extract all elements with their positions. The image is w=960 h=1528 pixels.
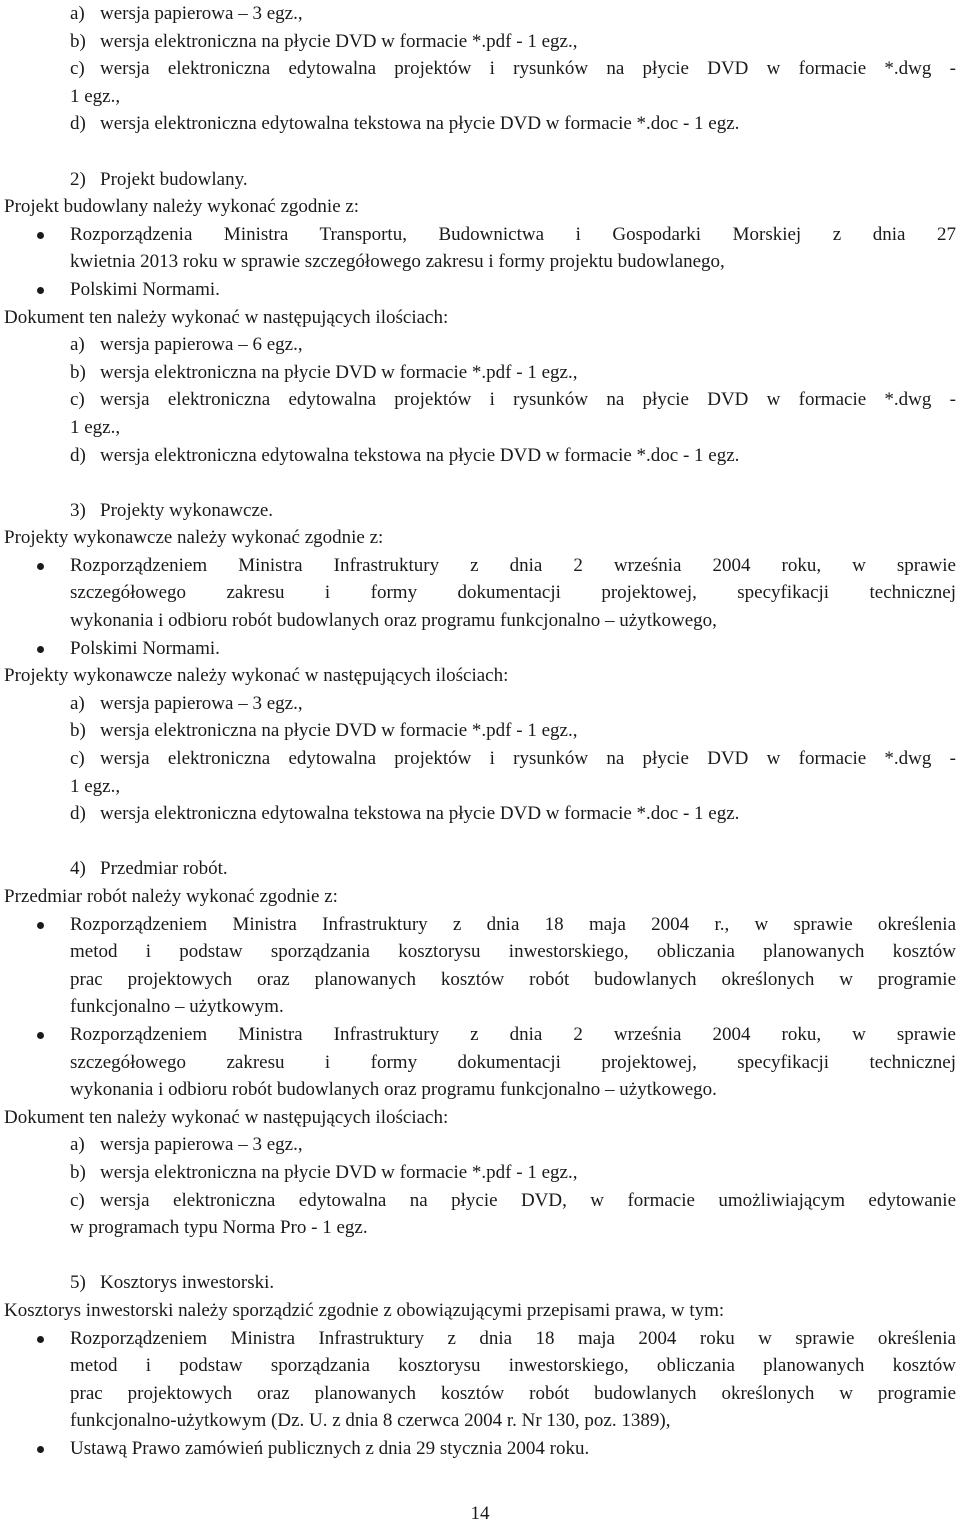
blank-line bbox=[4, 138, 956, 166]
paragraph-line bbox=[4, 1297, 956, 1325]
line-text: wykonania i odbioru robót budowlanych oraz programu funkcjonalno – użytkowego, bbox=[70, 610, 717, 632]
paragraph-line bbox=[4, 1104, 956, 1132]
bullet-icon bbox=[37, 287, 44, 294]
list-item bbox=[4, 1131, 956, 1159]
bullet-item bbox=[4, 1435, 956, 1463]
line-text: 1 egz., bbox=[70, 416, 121, 438]
line-text: Projekty wykonawcze należy wykonać zgodnie z: bbox=[4, 527, 384, 549]
item-text: Przedmiar robót. bbox=[100, 858, 228, 880]
item-label: 4) bbox=[70, 858, 86, 880]
continuation-line bbox=[4, 1380, 956, 1408]
list-item bbox=[4, 745, 956, 773]
continuation-line bbox=[4, 579, 956, 607]
continuation-line bbox=[4, 1076, 956, 1104]
item-label: d) bbox=[70, 803, 86, 825]
document-body bbox=[4, 0, 956, 1462]
bullet-icon bbox=[37, 922, 44, 929]
bullet-text: Polskimi Normami. bbox=[70, 637, 220, 659]
bullet-text: Polskimi Normami. bbox=[70, 278, 220, 300]
item-label: b) bbox=[70, 720, 86, 742]
section-heading bbox=[4, 166, 956, 194]
bullet-icon bbox=[37, 232, 44, 239]
continuation-line bbox=[4, 1352, 956, 1380]
item-text: wersja elektroniczna na płycie DVD w formacie *.pdf - 1 egz., bbox=[100, 1161, 578, 1183]
list-item bbox=[4, 359, 956, 387]
continuation-line bbox=[4, 966, 956, 994]
continuation-line bbox=[4, 938, 956, 966]
bullet-item bbox=[4, 1325, 956, 1353]
item-text: wersja elektroniczna edytowalna na płycie DVD, w formacie umożliwiającym edytowanie bbox=[100, 1189, 956, 1211]
line-text: Przedmiar robót należy wykonać zgodnie z: bbox=[4, 886, 338, 907]
line-text: metod i podstaw sporządzania kosztorysu inwestorskiego, obliczania planowanych kosztów bbox=[70, 941, 956, 963]
continuation-line bbox=[4, 607, 956, 635]
list-item bbox=[4, 1187, 956, 1215]
item-label: 5) bbox=[70, 1272, 86, 1294]
line-text: metod i podstaw sporządzania kosztorysu inwestorskiego, obliczania planowanych kosztów bbox=[70, 1355, 956, 1377]
item-text: wersja papierowa – 3 egz., bbox=[100, 692, 303, 714]
item-text: wersja elektroniczna edytowalna projektów i rysunków na płycie DVD w formacie *.dwg - bbox=[100, 58, 956, 80]
list-item bbox=[4, 442, 956, 470]
item-label: 3) bbox=[70, 499, 86, 521]
bullet-item bbox=[4, 911, 956, 939]
continuation-line bbox=[4, 1407, 956, 1435]
line-text: prac projektowych oraz planowanych kosztów robót budowlanych określonych w programie bbox=[70, 1382, 956, 1404]
paragraph-line bbox=[4, 883, 956, 911]
item-label: 2) bbox=[70, 168, 86, 190]
line-text: wykonania i odbioru robót budowlanych oraz programu funkcjonalno – użytkowego. bbox=[70, 1079, 717, 1101]
item-text: wersja elektroniczna na płycie DVD w formacie *.pdf - 1 egz., bbox=[100, 720, 578, 742]
line-text: funkcjonalno – użytkowym. bbox=[70, 996, 284, 1018]
line-text: Kosztorys inwestorski należy sporządzić zgodnie z obowiązującymi przepisami prawa, w tym: bbox=[4, 1299, 725, 1321]
line-text: Projekt budowlany należy wykonać zgodnie z: bbox=[4, 196, 360, 218]
continuation-line bbox=[4, 1049, 956, 1077]
item-label: c) bbox=[70, 58, 85, 80]
continuation-line bbox=[4, 248, 956, 276]
item-label: c) bbox=[70, 1189, 85, 1211]
blank-line bbox=[4, 469, 956, 497]
list-item bbox=[4, 55, 956, 83]
item-text: wersja elektroniczna edytowalna projektów i rysunków na płycie DVD w formacie *.dwg - bbox=[100, 748, 956, 770]
item-label: c) bbox=[70, 389, 85, 411]
line-text: kwietnia 2013 roku w sprawie szczegółowego zakresu i formy projektu budowlanego, bbox=[70, 251, 725, 273]
paragraph-line bbox=[4, 304, 956, 332]
line-text: szczegółowego zakresu i formy dokumentacji projektowej, specyfikacji technicznej bbox=[70, 582, 956, 604]
line-text: funkcjonalno-użytkowym (Dz. U. z dnia 8 czerwca 2004 r. Nr 130, poz. 1389), bbox=[70, 1410, 671, 1432]
bullet-item bbox=[4, 221, 956, 249]
bullet-text: Ustawą Prawo zamówień publicznych z dnia 29 stycznia 2004 roku. bbox=[70, 1437, 590, 1459]
line-text: Dokument ten należy wykonać w następujących ilościach: bbox=[4, 306, 449, 328]
section-heading bbox=[4, 497, 956, 525]
item-label: a) bbox=[70, 1134, 85, 1156]
list-item bbox=[4, 717, 956, 745]
line-text: szczegółowego zakresu i formy dokumentacji projektowej, specyfikacji technicznej bbox=[70, 1051, 956, 1073]
list-item bbox=[4, 110, 956, 138]
item-text: wersja elektroniczna na płycie DVD w formacie *.pdf - 1 egz., bbox=[100, 30, 578, 52]
line-text: w programach typu Norma Pro - 1 egz. bbox=[70, 1217, 368, 1239]
item-label: c) bbox=[70, 748, 85, 770]
item-text: wersja papierowa – 6 egz., bbox=[100, 334, 303, 356]
item-label: b) bbox=[70, 30, 86, 52]
line-text: Dokument ten należy wykonać w następujących ilościach: bbox=[4, 1106, 449, 1128]
section-heading bbox=[4, 855, 956, 883]
continuation-line bbox=[4, 414, 956, 442]
item-text: wersja papierowa – 3 egz., bbox=[100, 1134, 303, 1156]
continuation-line bbox=[4, 993, 956, 1021]
line-text: 1 egz., bbox=[70, 85, 121, 107]
continuation-line bbox=[4, 83, 956, 111]
item-label: d) bbox=[70, 113, 86, 135]
bullet-text: Rozporządzeniem Ministra Infrastruktury z dnia 18 maja 2004 r., w sprawie określenia bbox=[70, 913, 956, 935]
item-text: wersja elektroniczna edytowalna tekstowa na płycie DVD w formacie *.doc - 1 egz. bbox=[100, 113, 740, 135]
item-label: a) bbox=[70, 692, 85, 714]
bullet-icon bbox=[37, 1446, 44, 1453]
blank-line bbox=[4, 1242, 956, 1270]
list-item bbox=[4, 331, 956, 359]
bullet-icon bbox=[37, 646, 44, 653]
list-item bbox=[4, 386, 956, 414]
bullet-text: Rozporządzeniem Ministra Infrastruktury z dnia 18 maja 2004 roku w sprawie określenia bbox=[70, 1327, 956, 1349]
line-text: prac projektowych oraz planowanych kosztów robót budowlanych określonych w programie bbox=[70, 968, 956, 990]
continuation-line bbox=[4, 773, 956, 801]
bullet-icon bbox=[37, 563, 44, 570]
line-text: Projekty wykonawcze należy wykonać w następujących ilościach: bbox=[4, 665, 509, 687]
continuation-line bbox=[4, 1214, 956, 1242]
list-item bbox=[4, 28, 956, 56]
page-number: 14 bbox=[470, 1503, 490, 1524]
bullet-icon bbox=[37, 1336, 44, 1343]
item-text: Projekt budowlany. bbox=[100, 168, 248, 190]
line-text: 1 egz., bbox=[70, 775, 121, 797]
item-text: wersja papierowa – 3 egz., bbox=[100, 3, 303, 24]
item-text: Kosztorys inwestorski. bbox=[100, 1272, 275, 1294]
paragraph-line bbox=[4, 524, 956, 552]
list-item bbox=[4, 1159, 956, 1187]
bullet-item bbox=[4, 635, 956, 663]
item-text: wersja elektroniczna edytowalna projektów i rysunków na płycie DVD w formacie *.dwg - bbox=[100, 389, 956, 411]
list-item bbox=[4, 0, 956, 28]
paragraph-line bbox=[4, 662, 956, 690]
bullet-item bbox=[4, 552, 956, 580]
bullet-item bbox=[4, 276, 956, 304]
bullet-icon bbox=[37, 1032, 44, 1039]
item-label: a) bbox=[70, 3, 85, 24]
item-text: wersja elektroniczna edytowalna tekstowa na płycie DVD w formacie *.doc - 1 egz. bbox=[100, 803, 740, 825]
item-text: wersja elektroniczna edytowalna tekstowa na płycie DVD w formacie *.doc - 1 egz. bbox=[100, 444, 740, 466]
item-label: d) bbox=[70, 444, 86, 466]
item-label: a) bbox=[70, 334, 85, 356]
section-heading bbox=[4, 1269, 956, 1297]
bullet-text: Rozporządzeniem Ministra Infrastruktury z dnia 2 września 2004 roku, w sprawie bbox=[70, 1023, 956, 1045]
item-label: b) bbox=[70, 1161, 86, 1183]
bullet-text: Rozporządzeniem Ministra Infrastruktury z dnia 2 września 2004 roku, w sprawie bbox=[70, 554, 956, 576]
blank-line bbox=[4, 828, 956, 856]
list-item bbox=[4, 690, 956, 718]
list-item bbox=[4, 800, 956, 828]
item-text: Projekty wykonawcze. bbox=[100, 499, 274, 521]
item-label: b) bbox=[70, 361, 86, 383]
paragraph-line bbox=[4, 193, 956, 221]
item-text: wersja elektroniczna na płycie DVD w formacie *.pdf - 1 egz., bbox=[100, 361, 578, 383]
bullet-item bbox=[4, 1021, 956, 1049]
bullet-text: Rozporządzenia Ministra Transportu, Budownictwa i Gospodarki Morskiej z dnia 27 bbox=[70, 223, 956, 245]
